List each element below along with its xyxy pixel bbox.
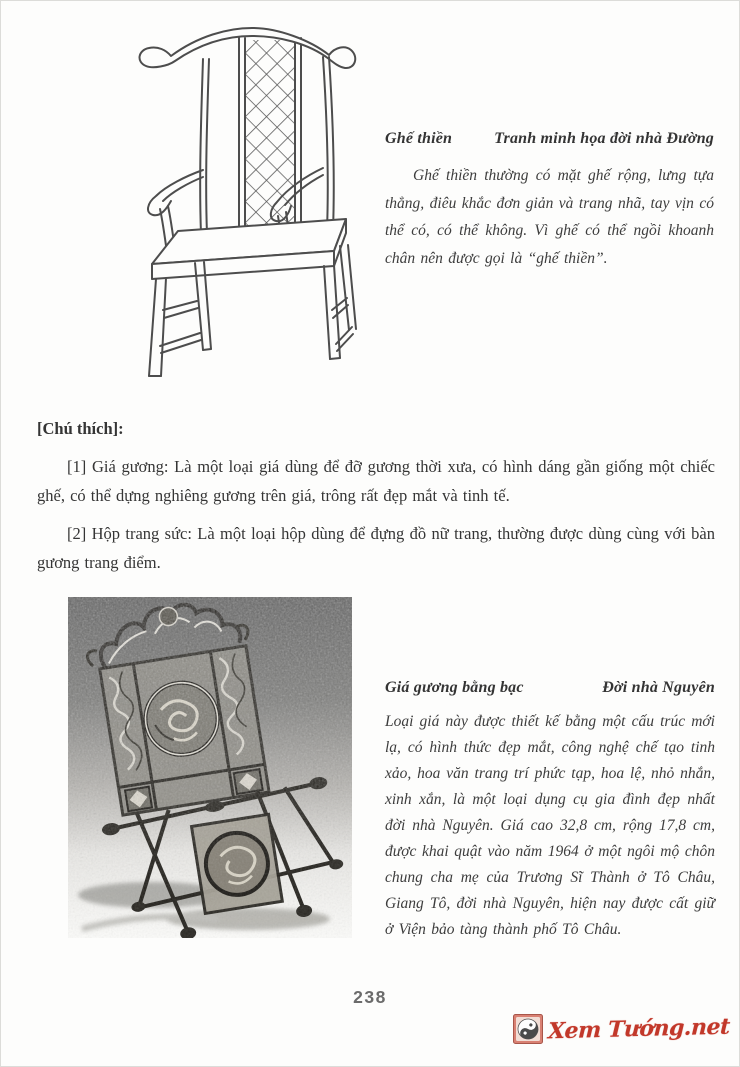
mirror-stand-source: Đời nhà Nguyên (602, 679, 715, 696)
note-item-1: [1] Giá gương: Là một loại giá dùng để đỡ gương thời xưa, có hình dáng gần giống một chiếc ghế, có thể dựng nghiêng gương trên giá, trông rất đẹp mắt và tinh tế. (37, 457, 715, 505)
zen-chair-caption-heading (385, 130, 714, 148)
note-item-2: [2] Hộp trang sức: Là một loại hộp dùng để đựng đồ nữ trang, thường được dùng cùng với bàn gương trang điểm. (37, 524, 715, 572)
watermark-text: Xem Tướng.net (547, 1013, 731, 1045)
mirror-stand-photo-svg (68, 597, 352, 938)
silver-mirror-stand-photo (68, 597, 352, 938)
zen-chair-title: Ghế thiền (385, 130, 453, 147)
zen-chair-illustration (118, 10, 380, 380)
zen-chair-caption-block (385, 130, 714, 272)
mirror-stand-caption-block (385, 679, 715, 943)
page-number: 238 (353, 987, 387, 1007)
mirror-stand-description: Loại giá này được thiết kế bằng một cấu trúc mới lạ, có hình thức đẹp mắt, công nghệ chế tạo tinh xảo, hoa văn trang trí phức tạp, hoa lệ, nhỏ nhắn, xinh xắn, là một loại dụng cụ gia đình đẹp nhất đời nhà Nguyên. Giá cao 32,8 cm, rộng 17,8 cm, được khai quật vào năm 1964 ở một ngôi mộ chôn chung cha mẹ của Trương Sĩ Thành ở Tô Châu, Giang Tô, đời nhà Nguyên, hiện nay được cất giữ ở Viện bảo tàng thành phố Tô Châu. (385, 713, 715, 938)
notes-section (37, 414, 715, 577)
mirror-stand-title: Giá gương bằng bạc (385, 679, 524, 696)
yin-yang-icon (513, 1014, 543, 1044)
notes-title: [Chú thích]: (37, 419, 124, 438)
site-watermark (513, 1012, 730, 1046)
mirror-stand-caption-heading (385, 679, 715, 697)
zen-chair-description: Ghế thiền thường có mặt ghế rộng, lưng tựa thẳng, điêu khắc đơn giản và trang nhã, tay vịn có thể có, có thể không. Vì ghế có thể ngồi khoanh chân nên được gọi là “ghế thiền”. (385, 167, 714, 267)
zen-chair-source: Tranh minh họa đời nhà Đường (494, 130, 714, 147)
chair-line-drawing-svg (118, 10, 380, 380)
